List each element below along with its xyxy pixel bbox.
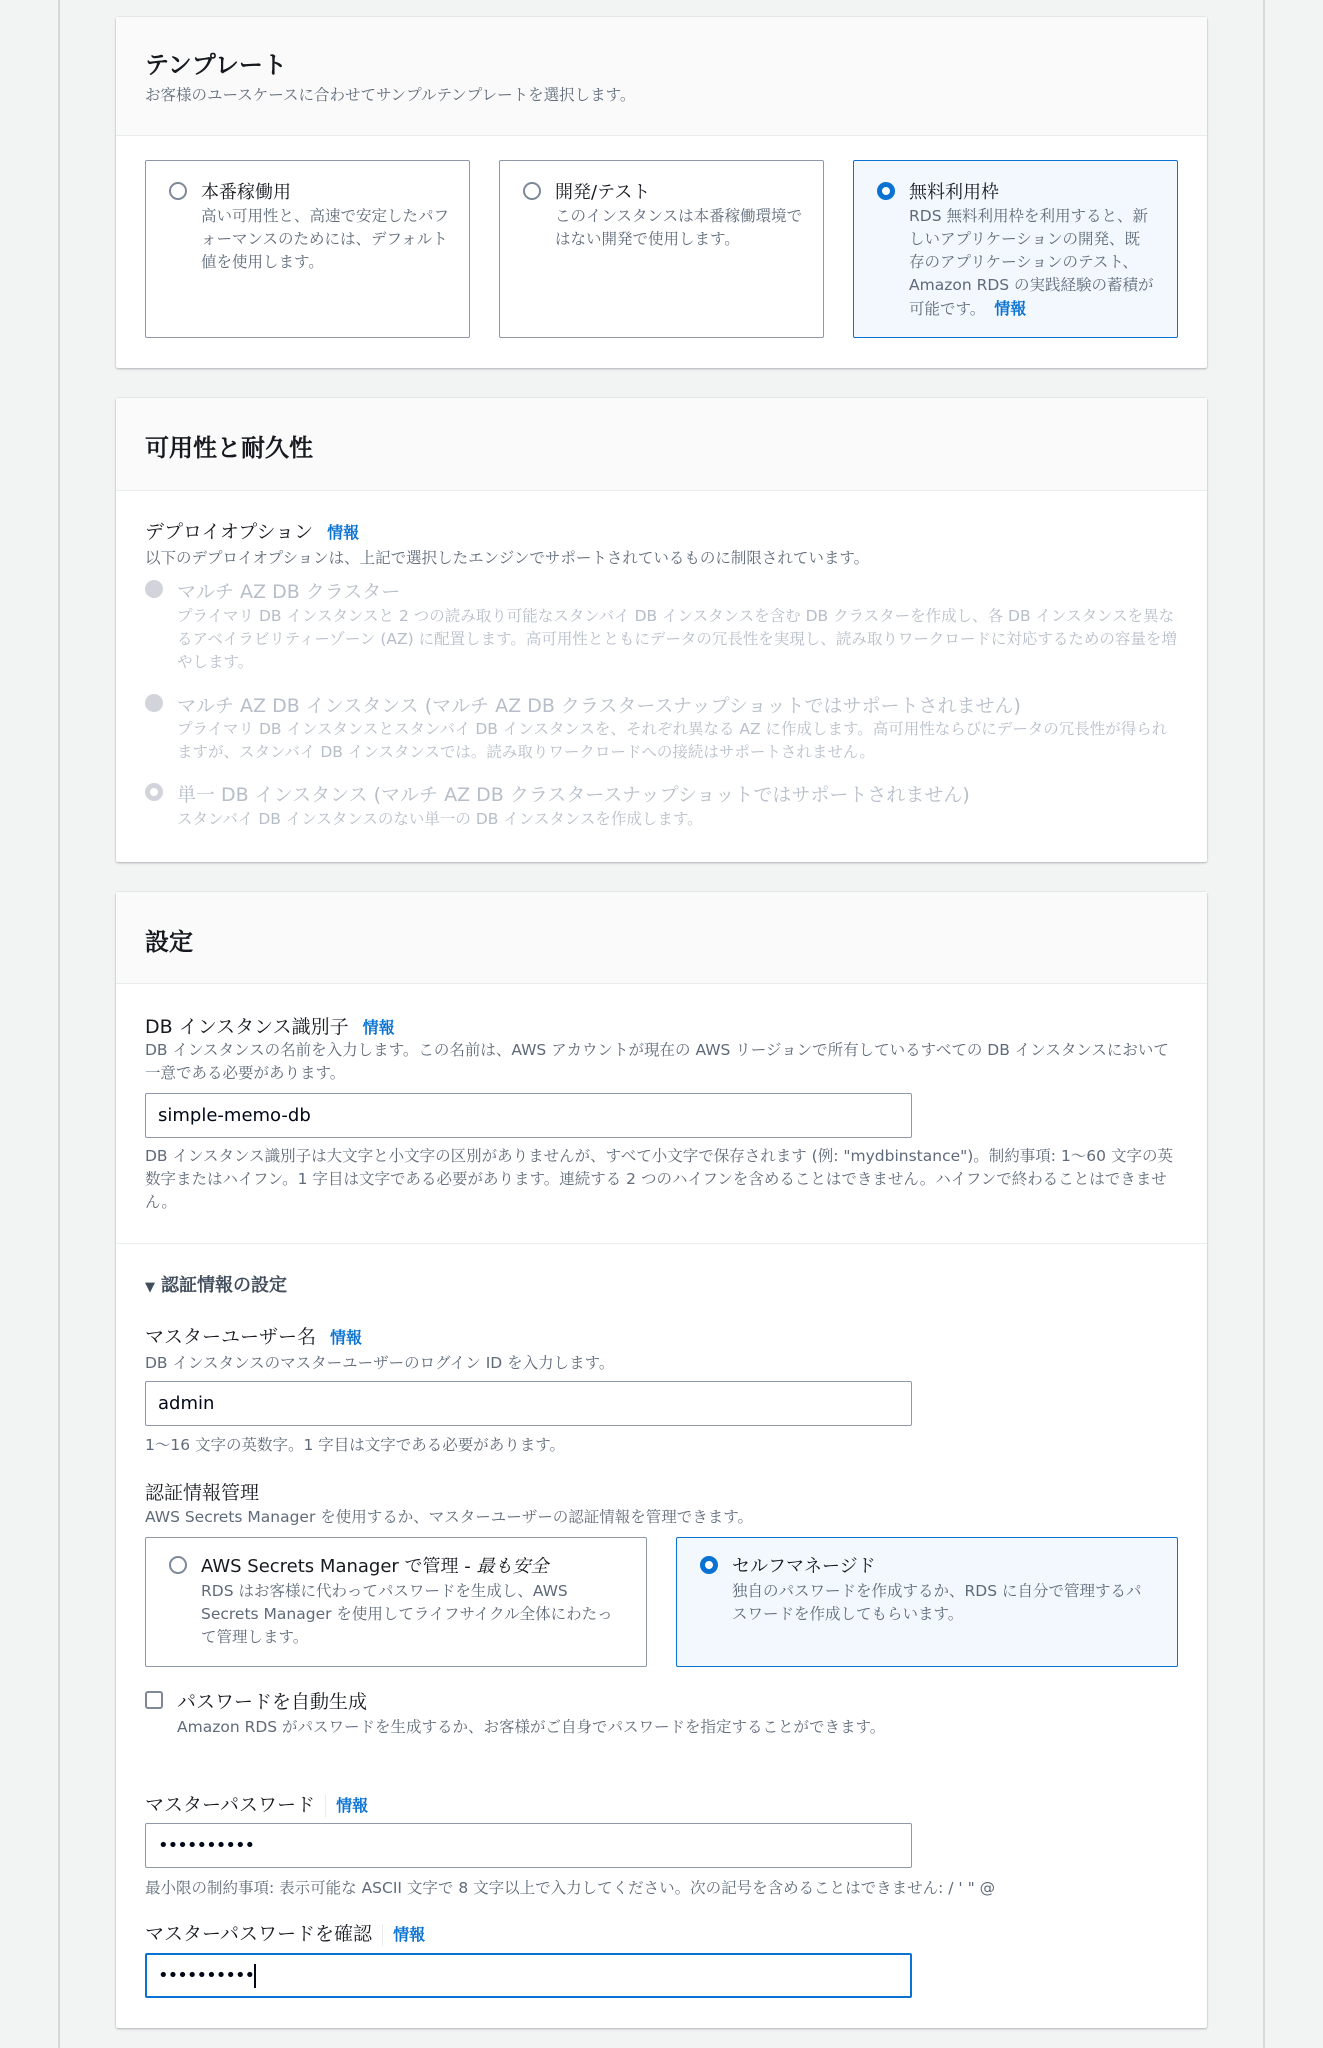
info-link[interactable]: 情報: [327, 523, 360, 542]
info-link[interactable]: 情報: [362, 1018, 395, 1037]
option-label: 開発/テスト: [555, 182, 651, 203]
info-link[interactable]: 情報: [994, 299, 1027, 318]
credential-management-label: 認証情報管理: [145, 1482, 260, 1504]
option-label: 無料利用枠: [909, 182, 999, 203]
option-description: 高い可用性と、高速で安定したパフォーマンスのためには、デフォルト値を使用します。: [201, 207, 450, 271]
text-cursor: [254, 1964, 256, 1988]
deploy-option-description: プライマリ DB インスタンスと 2 つの読み取り可能なスタンバイ DB インスタンスを含む DB クラスターを作成し、各 DB インスタンスを異なるアベイラビリティーゾーン (AZ) に配置します。高可用性とともにデータの冗長性を実現し、読み取りワークロードに対応するための容量を増やします。: [177, 607, 1177, 671]
auto-generate-password-description: Amazon RDS がパスワードを生成するか、お客様がご自身でパスワードを指定することができます。: [177, 1718, 886, 1736]
radio-unchecked-icon[interactable]: [523, 182, 541, 200]
confirm-password-label-text: マスターパスワードを確認: [145, 1923, 373, 1945]
db-identifier-input[interactable]: simple-memo-db: [145, 1093, 912, 1138]
credential-option-secrets-manager[interactable]: [145, 1537, 647, 1667]
section-divider: [116, 1243, 1207, 1244]
confirm-password-input[interactable]: [145, 1953, 912, 1998]
expander-label: 認証情報の設定: [161, 1275, 287, 1296]
radio-checked-icon[interactable]: [700, 1556, 718, 1574]
option-label: 本番稼働用: [201, 182, 291, 203]
confirm-password-value: ••••••••••: [158, 1965, 255, 1986]
db-identifier-label-text: DB インスタンス識別子: [145, 1016, 349, 1038]
template-option-production[interactable]: [145, 160, 470, 338]
availability-title: 可用性と耐久性: [145, 434, 313, 462]
db-identifier-description: DB インスタンスの名前を入力します。この名前は、AWS アカウントが現在の AWS リージョンで所有しているすべての DB インスタンスにおいて一意である必要があります。: [145, 1041, 1169, 1082]
radio-disabled-icon[interactable]: [145, 694, 163, 712]
option-label: [201, 1552, 548, 1578]
option-description: 独自のパスワードを作成するか、RDS に自分で管理するパスワードを作成してもらいます。: [732, 1582, 1142, 1623]
template-option-free-tier[interactable]: [853, 160, 1178, 338]
master-username-label-text: マスターユーザー名: [145, 1326, 317, 1348]
option-label-main: AWS Secrets Manager で管理 -: [201, 1556, 477, 1577]
template-panel: [116, 17, 1207, 368]
master-password-label: [145, 1790, 368, 1817]
deploy-option-description: プライマリ DB インスタンスとスタンバイ DB インスタンスを、それぞれ異なる AZ に作成します。高可用性ならびにデータの冗長性が得られますが、スタンバイ DB インスタンスでは。読み取りワークロードへの接続はサポートされません。: [177, 720, 1168, 761]
template-title: テンプレート: [145, 51, 287, 79]
radio-disabled-icon[interactable]: [145, 580, 163, 598]
deploy-option-multi-az-cluster[interactable]: マルチ AZ DB クラスター: [177, 581, 401, 603]
deploy-option-label-text: デプロイオプション: [145, 521, 314, 543]
db-identifier-constraint: DB インスタンス識別子は大文字と小文字の区別がありませんが、すべて小文字で保存されます (例: "mydbinstance")。制約事項: 1〜60 文字の英数字またはハイフン。1 字目は文字である必要があります。連続する 2 つのハイフンを含めることはできません。ハイフンで終わることはできません。: [145, 1147, 1173, 1211]
deploy-option-single-instance[interactable]: 単一 DB インスタンス (マルチ AZ DB クラスタースナップショットではサポートされません): [177, 784, 970, 806]
availability-panel: [116, 398, 1207, 862]
label-separator: [382, 1924, 383, 1946]
option-description-text: RDS 無料利用枠を利用すると、新しいアプリケーションの開発、既存のアプリケーションのテスト、Amazon RDS の実践経験の蓄積が可能です。: [909, 207, 1154, 318]
availability-panel-header: [116, 398, 1207, 491]
settings-panel: [116, 892, 1207, 2028]
option-description: RDS はお客様に代わってパスワードを生成し、AWS Secrets Manager を使用してライフサイクル全体にわたって管理します。: [201, 1582, 613, 1646]
master-username-constraint: 1〜16 文字の英数字。1 字目は文字である必要があります。: [145, 1436, 566, 1454]
layout-border-left: [58, 0, 60, 2048]
layout-border-right: [1263, 0, 1265, 2048]
db-identifier-label: [145, 1012, 395, 1039]
template-option-dev-test[interactable]: [499, 160, 824, 338]
credential-option-self-managed[interactable]: [676, 1537, 1178, 1667]
option-label-emphasis: 最も安全: [476, 1556, 549, 1577]
template-subtitle: お客様のユースケースに合わせてサンプルテンプレートを選択します。: [145, 86, 636, 104]
deploy-option-multi-az-instance[interactable]: マルチ AZ DB インスタンス (マルチ AZ DB クラスタースナップショットではサポートされません): [177, 695, 1021, 717]
master-username-input[interactable]: admin: [145, 1381, 912, 1426]
radio-unchecked-icon[interactable]: [169, 182, 187, 200]
deploy-option-label: [145, 517, 359, 544]
info-link[interactable]: 情報: [330, 1328, 363, 1347]
info-link[interactable]: 情報: [393, 1925, 426, 1944]
label-separator: [325, 1795, 326, 1817]
auto-generate-password-checkbox[interactable]: [145, 1691, 163, 1709]
option-description: このインスタンスは本番稼働環境ではない開発で使用します。: [555, 207, 803, 248]
radio-unchecked-icon[interactable]: [169, 1556, 187, 1574]
settings-panel-header: [116, 892, 1207, 984]
deploy-option-description: スタンバイ DB インスタンスのない単一の DB インスタンスを作成します。: [177, 810, 703, 828]
option-description: [909, 205, 1154, 321]
master-password-label-text: マスターパスワード: [145, 1794, 316, 1816]
auto-generate-password-label[interactable]: パスワードを自動生成: [177, 1691, 368, 1713]
master-username-description: DB インスタンスのマスターユーザーのログイン ID を入力します。: [145, 1354, 615, 1372]
option-label: セルフマネージド: [732, 1556, 876, 1577]
master-username-label: [145, 1322, 362, 1349]
master-password-constraint: 最小限の制約事項: 表示可能な ASCII 文字で 8 文字以上で入力してください。次の記号を含めることはできません: / ' " @: [145, 1879, 996, 1897]
credentials-settings-expander[interactable]: [145, 1271, 287, 1297]
radio-disabled-checked-icon[interactable]: [145, 783, 163, 801]
caret-down-icon: ▼: [145, 1280, 155, 1295]
info-link[interactable]: 情報: [336, 1796, 369, 1815]
deploy-option-description: 以下のデプロイオプションは、上記で選択したエンジンでサポートされているものに制限されています。: [145, 549, 870, 567]
radio-checked-icon[interactable]: [877, 182, 895, 200]
credential-management-description: AWS Secrets Manager を使用するか、マスターユーザーの認証情報を管理できます。: [145, 1508, 754, 1526]
settings-title: 設定: [145, 928, 193, 956]
confirm-password-label: [145, 1919, 425, 1946]
master-password-input[interactable]: ••••••••••: [145, 1823, 912, 1868]
template-panel-header: [116, 17, 1207, 136]
